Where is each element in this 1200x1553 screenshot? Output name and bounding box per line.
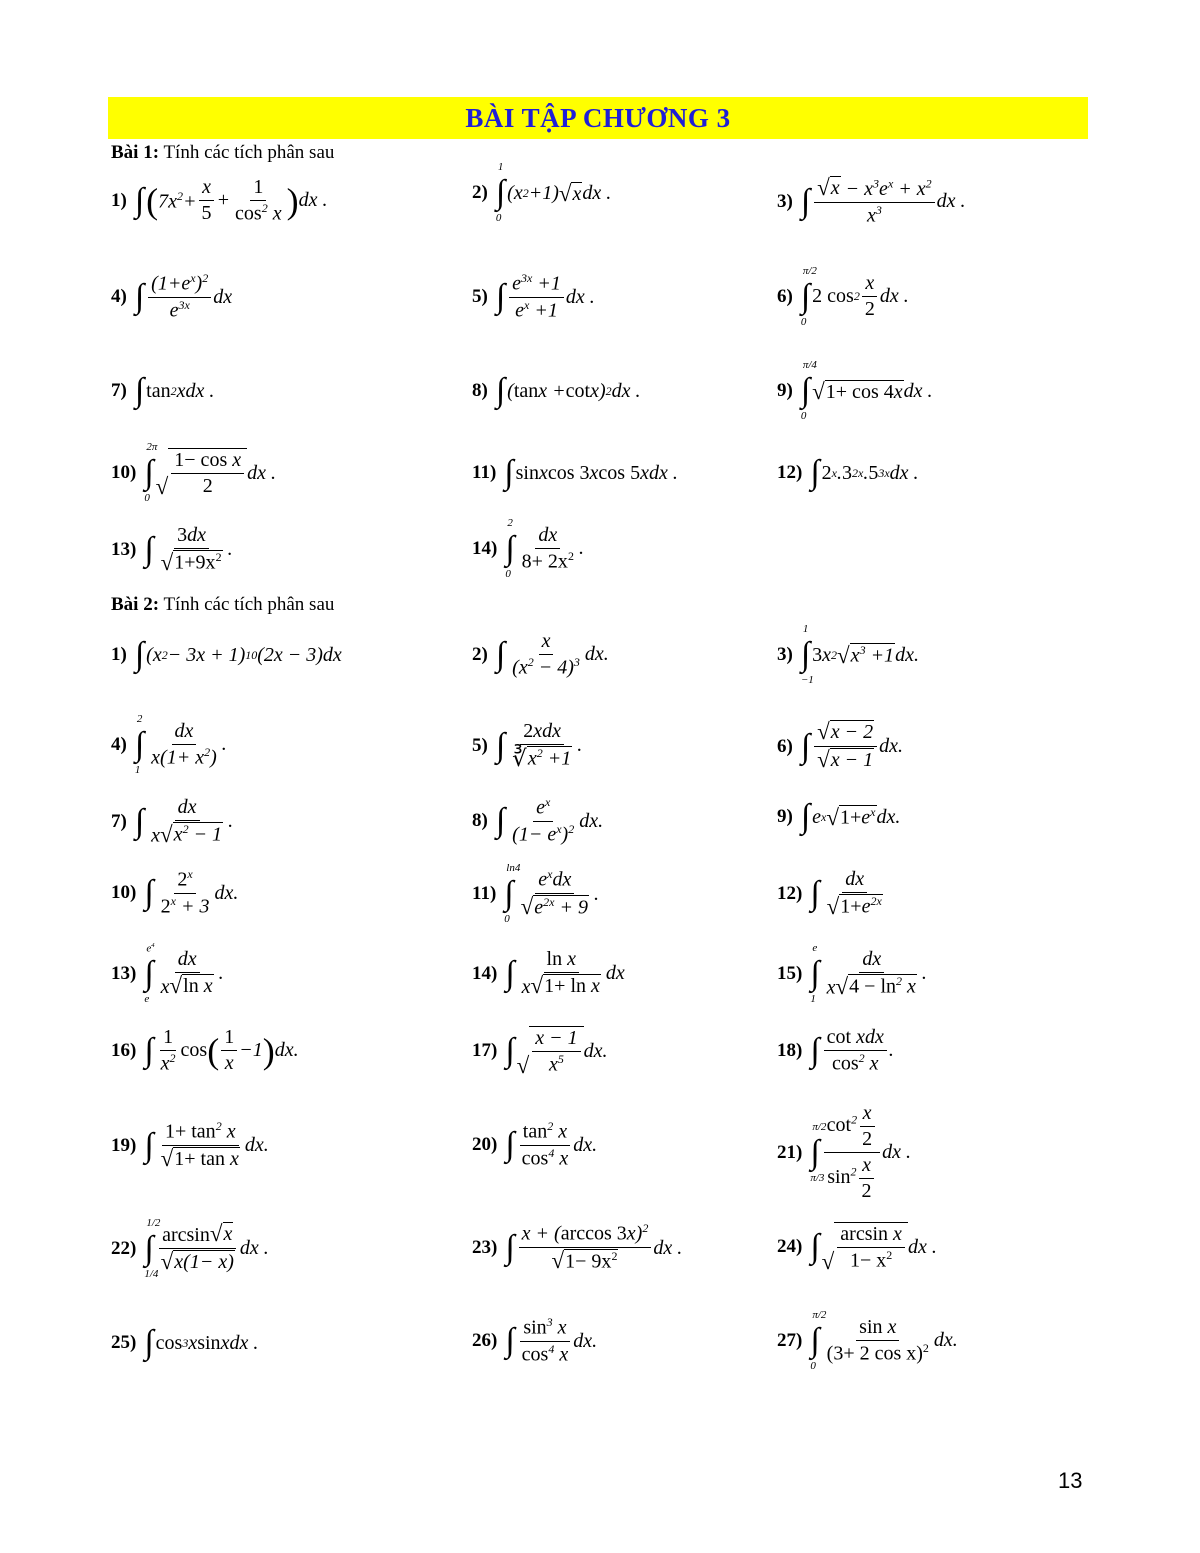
item-number: 13) [111,962,137,984]
chapter-title-bar [108,97,1088,139]
item-number: 9) [777,380,793,401]
b1-item-13 [111,524,233,576]
formula: ∫ ln4 0 $e^xdx$ √ $e^{2x} + 9$ . [504,862,599,926]
item-number: 27) [777,1329,803,1351]
item-number: 14) [472,962,498,984]
item-number: 8) [472,380,488,401]
b2-item-8 [472,796,603,846]
b2-item-14 [472,948,625,999]
formula: ∫ 2xdx ∛ $x^2 +1$ . [495,720,583,771]
formula: ∫ 1/2 1/4 arcsin √ x √ x(1− x) dx . [144,1216,269,1280]
formula: ∫ √ $\frac{\text{arcsin x}}{1- x^2}$ dx . [810,1223,937,1274]
formula: ∫ 2 0 $\frac{dx}{8+ 2x^2}$ . [505,516,584,580]
b2-item-18 [777,1026,894,1076]
b2-item-1 [111,638,342,672]
item-number: 8) [472,810,488,832]
formula: ∫ 1 −1 3 x 2 √ $x^3 +1$ dx. [800,623,919,686]
formula: ∫ $\frac{e^{3x} +1}{e^x +1}$ dx . [495,271,595,322]
item-number: 21) [777,1141,803,1163]
item-number: 5) [472,734,488,756]
b2-item-12 [777,868,888,920]
formula: ∫ tan 2 xdx . [134,372,215,409]
item-number: 15) [777,962,803,984]
item-number: 7) [111,380,127,401]
formula: ∫ 2 x . 3 2x . 5 3x dx . [810,454,919,491]
b1-item-8 [472,374,641,408]
formula: ∫ cos 3 x sin xdx . [144,1324,259,1361]
b1-item-7 [111,374,214,408]
b1-item-3 [777,176,966,228]
bai1-text: Tính các tích phân sau [163,142,335,163]
bai2-heading [111,594,334,616]
item-number: 17) [472,1040,498,1062]
formula: ∫ $\frac{(1+e^x)^2}{e^{3x}}$ dx [134,271,233,322]
item-number: 20) [472,1134,498,1156]
b2-item-26 [472,1316,597,1366]
b2-item-2 [472,630,609,680]
item-number: 10) [111,462,137,483]
page-number: 13 [1058,1468,1083,1493]
b2-item-25 [111,1326,258,1360]
b1-item-12 [777,456,919,490]
item-number: 5) [472,286,488,308]
b2-item-17 [472,1026,608,1077]
formula: ∫ 2π 0 √ $\frac{\text{1− cos x}}{2}$ dx . [144,441,277,504]
formula: ∫ $\frac{x}{(x^2 - 4)^3}$ dx. [495,630,609,679]
formula: ∫ π/4 0 √ 1+ cos 4x dx . [800,359,933,422]
formula: ∫ e 1 dx x √ $4 - \ln^2 x$ . [810,941,927,1005]
formula: ∫ √ x − 2 √ x − 1 dx. [800,719,904,772]
b2-item-19 [111,1120,269,1172]
item-number: 11) [472,883,497,905]
formula: ∫ dx √ $1+e^{2x}$ [810,868,882,919]
formula: ∫ $\frac{\text{cot xdx}}{\cos^2 x}$ . [810,1026,894,1075]
formula: ∫ $1+ \tan^2 x$ √ 1+ tan x dx. [144,1119,269,1171]
b2-item-4 [111,712,227,776]
b2-item-15 [777,941,927,1005]
item-number: 7) [111,810,127,832]
b2-item-24 [777,1222,937,1273]
item-number: 1) [111,189,127,211]
item-number: 23) [472,1237,498,1259]
formula: ∫ ( $7x^2+$ $\frac{x}{5}$ + $\frac{1}{\cos^2 x}$ ) dx . [134,176,328,225]
formula: ∫ $\frac{2^x}{2^x + 3}$ dx. [144,867,239,918]
b2-item-16 [111,1026,299,1076]
b2-item-9 [777,800,900,834]
item-number: 16) [111,1039,137,1061]
item-number: 6) [777,735,793,757]
item-number: 14) [472,537,498,559]
formula: ∫ ln x x √ 1+ ln x dx [505,948,625,998]
formula: ∫ $\frac{\sin^3 x}{\cos^4 x}$ dx. [505,1315,598,1366]
formula: ∫ π/2 0 $\frac{\text{sin x}}{(3+ 2 \cos x)^2}$ dx. [810,1308,958,1372]
formula: ∫ 3dx √ $1+9x^2$ . [144,524,233,575]
chapter-title: BÀI TẬP CHƯƠNG 3 [465,102,731,133]
b1-item-1 [111,176,328,226]
b1-item-11 [472,456,678,490]
item-number: 2) [472,182,488,203]
b1-item-4 [111,272,232,322]
b2-item-27 [777,1308,958,1372]
b1-item-6 [777,264,909,328]
bai1-heading [111,142,334,164]
b1-item-5 [472,272,595,322]
item-number: 13) [111,538,137,560]
b2-item-21 [777,1102,911,1203]
item-number: 22) [111,1237,137,1259]
formula: ∫ 2 1 $\frac{dx}{x(1+ x^2)}$ . [134,712,227,776]
item-number: 11) [472,462,497,483]
b2-item-23 [472,1222,682,1274]
b2-item-6 [777,720,903,773]
b1-item-9 [777,359,933,422]
b2-item-7 [111,796,233,848]
bai1-label: Bài 1: [111,142,160,163]
item-number: 4) [111,286,127,308]
item-number: 12) [777,882,803,904]
b2-item-11 [472,862,599,926]
item-number: 3) [777,190,793,212]
item-number: 9) [777,806,793,827]
formula: ∫ $\frac{e^x}{(1- e^x)^2}$ dx. [495,795,604,846]
b2-item-10 [111,868,238,918]
item-number: 10) [111,882,137,904]
bai2-label: Bài 2: [111,594,160,615]
formula: ∫ 1 0 (x 2 +1) √ x dx . [495,161,612,224]
b2-item-13 [111,941,224,1005]
item-number: 24) [777,1236,803,1258]
b1-item-14 [472,516,584,580]
formula: ∫ $\frac{\tan^2 x}{\cos^4 x}$ dx. [505,1119,598,1170]
formula: ∫ $\frac{1}{x^2}$ cos ( $\frac{1}{x}$ −1 ) dx. [144,1026,299,1075]
item-number: 4) [111,733,127,755]
item-number: 1) [111,644,127,665]
b1-item-2 [472,161,612,224]
b2-item-22 [111,1216,269,1280]
b2-item-20 [472,1120,597,1170]
formula: ∫ x + (arccos 3x)$^2$ √ $1- 9x^2$ dx . [505,1221,683,1274]
item-number: 12) [777,462,803,483]
b1-item-10 [111,441,277,504]
formula: ∫ dx x √ $x^2 - 1$ . [134,796,234,847]
b2-item-3 [777,623,919,686]
item-number: 3) [777,644,793,665]
formula: ∫ ( tan x + cot x) 2 dx . [495,372,641,409]
item-number: 19) [111,1134,137,1156]
formula: ∫ π/2 0 2 cos 2 $\frac{x}{2}$ dx . [800,264,909,328]
formula: ∫ √ x − $x^3e^x + x^2$ $x^3$ dx . [800,175,966,227]
formula: ∫ √ $\frac{x - 1}{x^5}$ dx. [505,1027,608,1078]
item-number: 25) [111,1332,137,1353]
item-number: 6) [777,285,793,307]
formula: ∫ sin x cos 3 x cos 5 xdx . [504,454,678,491]
item-number: 26) [472,1330,498,1352]
formula: ∫ $e^4$ e dx x √ ln x . [144,941,224,1005]
formula: ∫ e x √ $1+e^x$ dx. [800,798,901,835]
formula: ∫ π/2 π/3 $\cot^2$ $\frac{x}{2}$ $\sin^2$ $\frac{x}{2}$ dx . [810,1102,911,1202]
item-number: 2) [472,643,488,665]
b2-item-5 [472,720,582,772]
bai2-text: Tính các tích phân sau [163,594,335,615]
item-number: 18) [777,1039,803,1061]
formula: ∫ (x 2 − 3x + 1) 10 (2x − 3)dx [134,636,342,673]
